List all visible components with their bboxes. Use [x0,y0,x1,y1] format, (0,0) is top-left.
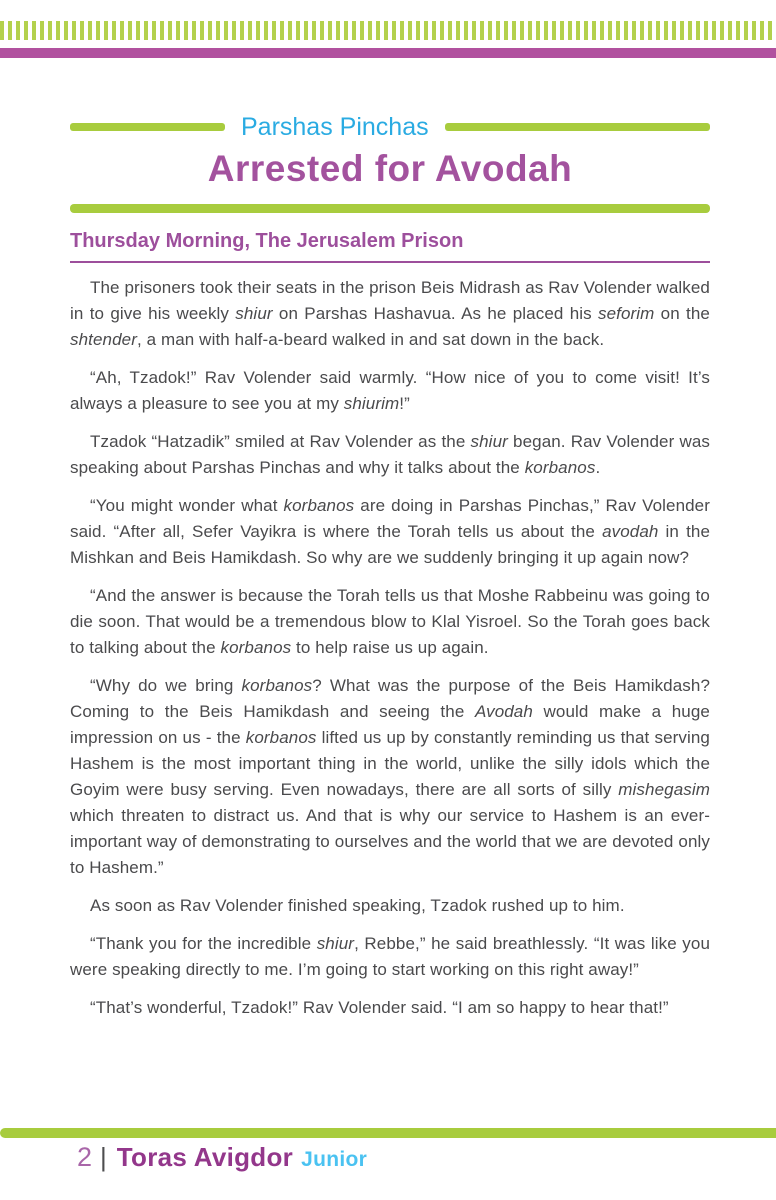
text-run: which threaten to distract us. And that is why our service to Hashem is an ever-important way of demonstrating to ourselves and the world that we are devoted only to Hashem.” [70,806,710,877]
body-paragraph [70,893,710,919]
body-paragraph [70,931,710,983]
italic-term: korbanos [524,458,596,477]
text-run: “Thank you for the incredible [90,934,317,953]
text-run: in the Mishkan and Beis Hamikdash. So why are we suddenly bringing it up again now? [70,522,711,567]
italic-term: shiurim [343,394,400,413]
italic-term: mishegasim [618,780,710,799]
italic-term: shtender [70,330,137,349]
story-body [70,275,710,1021]
italic-term: Avodah [474,702,533,721]
page-content [70,112,710,1033]
text-run: on Parshas Hashavua. As he placed his [272,304,598,323]
text-run: ? What was the purpose of the Beis Hamikdash? Coming to the Beis Hamikdash and seeing the [70,676,710,721]
italic-term: avodah [602,522,659,541]
brand-name: Toras Avigdor [116,1142,294,1172]
text-run: to help raise us up again. [291,638,489,657]
text-run: would make a huge impression on us - the [70,702,710,747]
body-paragraph [70,365,710,417]
top-accent-bar [0,48,776,58]
footer [77,1142,367,1175]
kicker-right-bar [445,123,710,131]
body-paragraph [70,673,710,881]
text-run: began. Rav Volender was speaking about Parshas Pinchas and why it talks about the [70,432,710,477]
kicker-row [70,112,710,142]
text-run: , Rebbe,” he said breathlessly. “It was like you were speaking directly to me. I’m going to start working on this right away!” [70,934,711,979]
footer-separator: | [100,1142,107,1172]
page-number: 2 [77,1142,93,1172]
text-run: “And the answer is because the Torah tells us that Moshe Rabbeinu was going to die soon. That would be a tremendous blow to Klal Yisroel. So the Torah goes back to talking about the [70,586,710,657]
footer-divider-bar [0,1128,776,1138]
title-divider-bar [70,204,710,213]
section-heading: Thursday Morning, The Jerusalem Prison [70,228,710,263]
text-run: lifted us up by constantly reminding us that serving Hashem is the most important thing in the world, unlike the silly idols which the Goyim were busy serving. Even nowadays, there are all sorts of silly [70,728,710,799]
text-run: . [595,458,601,477]
body-paragraph [70,429,710,481]
text-run: As soon as Rav Volender finished speaking, Tzadok rushed up to him. [90,896,625,915]
parsha-kicker: Parshas Pinchas [241,113,429,141]
text-run: Tzadok “Hatzadik” smiled at Rav Volender as the [90,432,471,451]
body-paragraph [70,995,710,1021]
body-paragraph [70,493,710,571]
text-run: !” [399,394,410,413]
text-run: , a man with half-a-beard walked in and sat down in the back. [136,330,605,349]
body-paragraph [70,275,710,353]
text-run: “Why do we bring [90,676,242,695]
italic-term: shiur [316,934,355,953]
italic-term: korbanos [245,728,317,747]
italic-term: korbanos [241,676,313,695]
top-dashed-border [0,21,776,40]
text-run: “That’s wonderful, Tzadok!” Rav Volender said. “I am so happy to hear that!” [90,998,669,1017]
kicker-left-bar [70,123,225,131]
body-paragraph [70,583,710,661]
text-run: “Ah, Tzadok!” Rav Volender said warmly. “How nice of you to come visit! It’s always a pleasure to see you at my [70,368,710,413]
text-run: The prisoners took their seats in the prison Beis Midrash as Rav Volender walked in to give his weekly [70,278,710,323]
italic-term: korbanos [283,496,355,515]
page-title: Arrested for Avodah [207,148,573,189]
text-run: are doing in Parshas Pinchas,” Rav Volender said. “After all, Sefer Vayikra is where the Torah tells us about the [70,496,710,541]
italic-term: shiur [470,432,508,451]
text-run: on the [654,304,710,323]
text-run: “You might wonder what [90,496,284,515]
italic-term: shiur [235,304,273,323]
italic-term: korbanos [220,638,292,657]
brand-suffix: Junior [301,1148,368,1171]
italic-term: seforim [597,304,655,323]
